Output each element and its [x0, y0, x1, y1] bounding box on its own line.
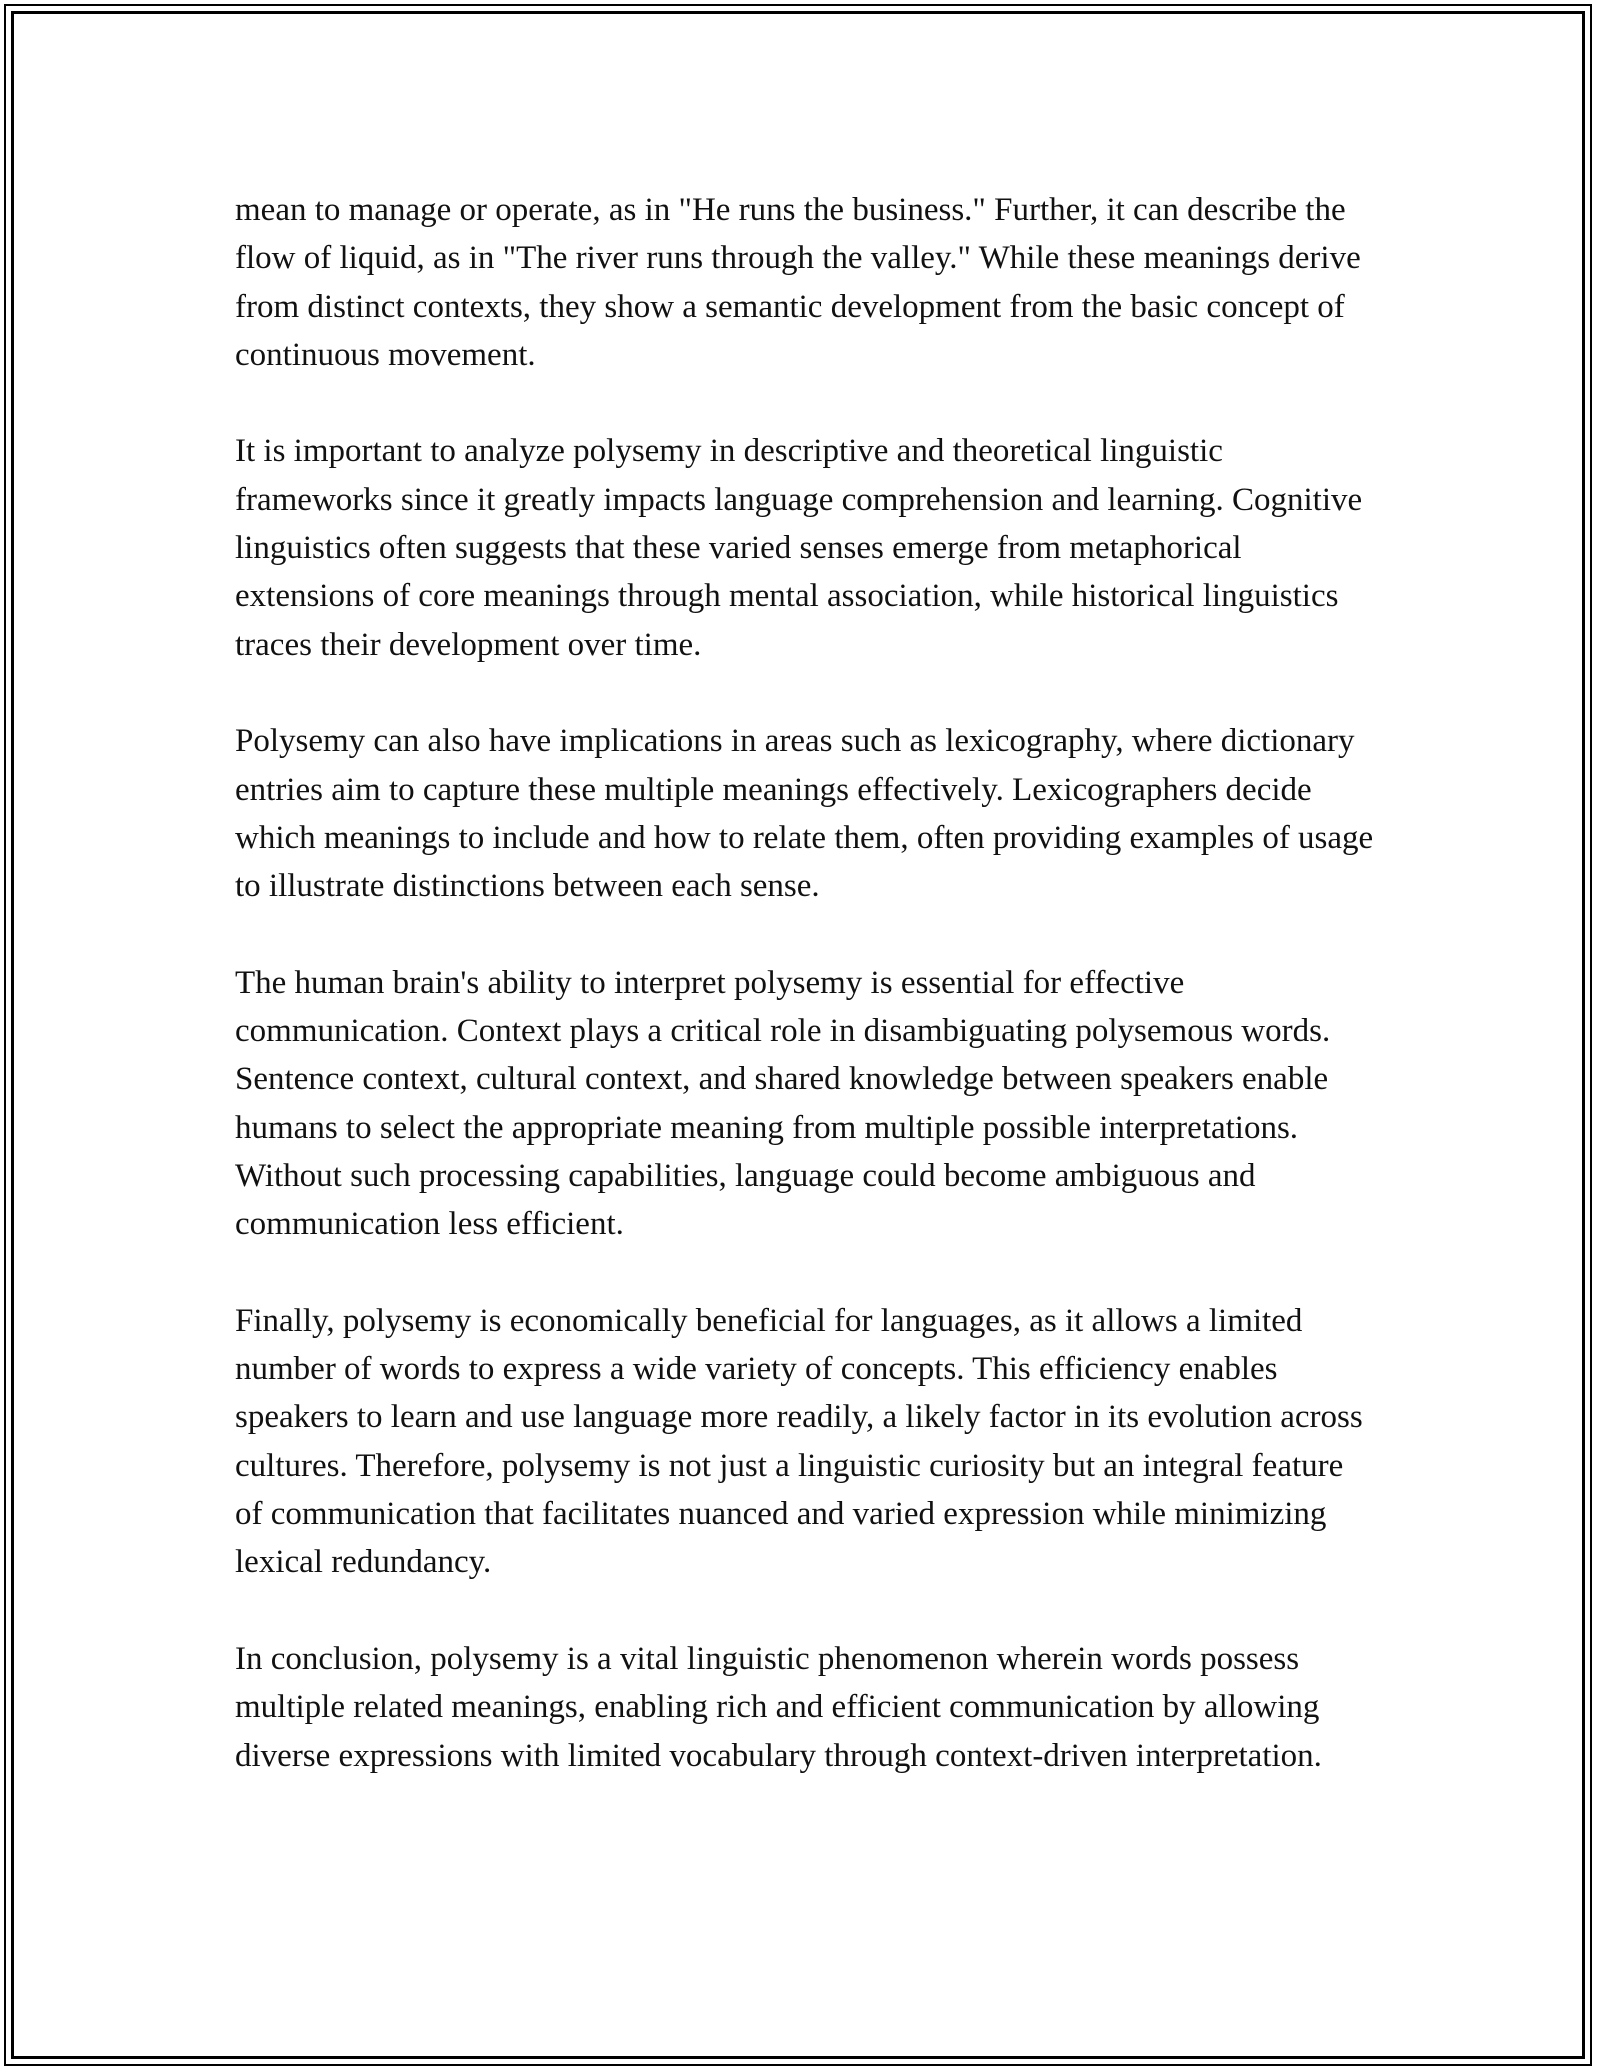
document-body	[235, 186, 1375, 1828]
paragraph-6: In conclusion, polysemy is a vital linguistic phenomenon wherein words possess multiple related meanings, enabling rich and efficient communication by allowing diverse expressions with limited vocabulary through context-driven interpretation.	[235, 1640, 1322, 1774]
paragraph-4: The human brain's ability to interpret polysemy is essential for effective communication. Context plays a critical role in disambiguating polysemous words. Sentence context, cultural context, and shared knowledge between speakers enable humans to select the appropriate meaning from multiple possible interpretations. Without such processing capabilities, language could become ambiguous and communication less efficient.	[235, 964, 1331, 1243]
paragraph-5: Finally, polysemy is economically beneficial for languages, as it allows a limited number of words to express a wide variety of concepts. This efficiency enables speakers to learn and use language more readily, a likely factor in its evolution across cultures. Therefore, polysemy is not just a linguistic curiosity but an integral feature of communication that facilitates nuanced and varied expression while minimizing lexical redundancy.	[235, 1302, 1363, 1581]
paragraph-2: It is important to analyze polysemy in descriptive and theoretical linguistic frameworks since it greatly impacts language comprehension and learning. Cognitive linguistics often suggests that these varied senses emerge from metaphorical extensions of core meanings through mental association, while historical linguistics traces their development over time.	[235, 433, 1363, 663]
paragraph-1: mean to manage or operate, as in "He runs the business." Further, it can describe the flow of liquid, as in "The river runs through the valley." While these meanings derive from distinct contexts, they show a semantic development from the basic concept of continuous movement.	[235, 192, 1361, 373]
paragraph-3: Polysemy can also have implications in areas such as lexicography, where dictionary entries aim to capture these multiple meanings effectively. Lexicographers decide which meanings to include and how to relate them, often providing examples of usage to illustrate distinctions between each sense.	[235, 723, 1374, 905]
